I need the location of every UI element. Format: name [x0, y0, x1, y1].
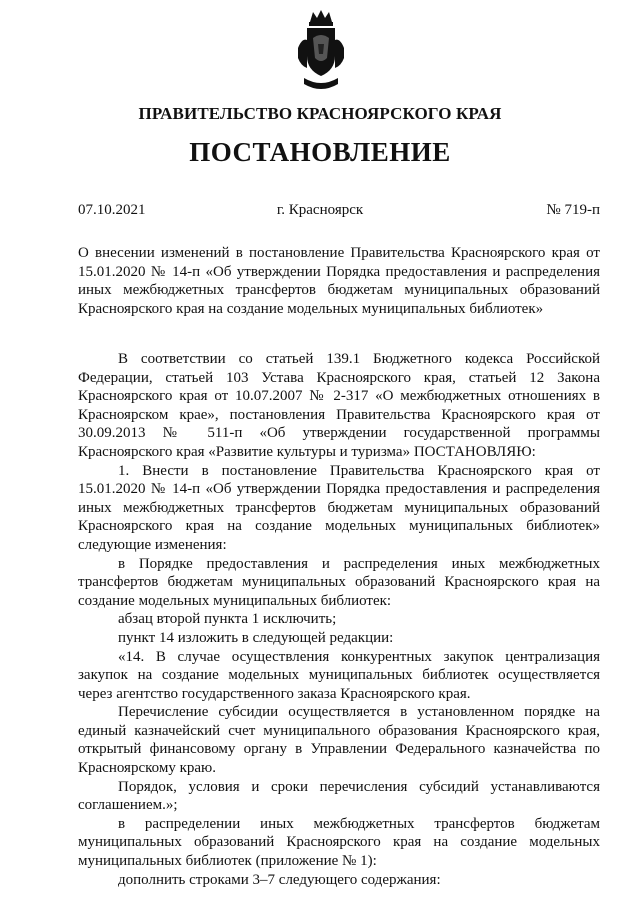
- paragraph: дополнить строками 3–7 следующего содержания:: [118, 871, 441, 888]
- paragraph: Перечисление субсидии осуществляется в установленном порядке на единый казначейский счет муниципального образования Красноярского края, открытый финансовому органу в Управлении Федерального казначейства по Красноярскому краю.: [78, 704, 600, 777]
- government-title: ПРАВИТЕЛЬСТВО КРАСНОЯРСКОГО КРАЯ: [138, 104, 502, 123]
- paragraph: в Порядке предоставления и распределения иных межбюджетных трансфертов бюджетам муниципальных образований Красноярского края на создание модельных муниципальных библиотек:: [78, 555, 600, 609]
- paragraph: абзац второй пункта 1 исключить;: [118, 611, 337, 628]
- paragraph: «14. В случае осуществления конкурентных закупок централизация закупок на создание модельных муниципальных библиотек осуществляется через агентство государственного заказа Красноярского края.: [78, 648, 600, 702]
- paragraph: 1. Внести в постановление Правительства Красноярского края от 15.01.2020 № 14-п «Об утверждении Порядка предоставления и распределения иных межбюджетных трансфертов бюджетам муниципальных образований Красноярского края на создание модельных муниципальных библиотек» следующие изменения:: [78, 462, 600, 553]
- document-number: № 719-п: [546, 202, 600, 218]
- paragraph: пункт 14 изложить в следующей редакции:: [118, 629, 394, 646]
- paragraph: в распределении иных межбюджетных трансфертов бюджетам муниципальных образований Красноярского края на создание модельных муниципальных библиотек (приложение № 1):: [78, 815, 600, 870]
- document-city: г. Красноярск: [276, 202, 364, 218]
- coat-of-arms-icon: [296, 8, 346, 98]
- paragraph: В соответствии со статьей 139.1 Бюджетного кодекса Российской Федерации, статьей 103 Устава Красноярского края, статьей 12 Закона Красноярского края от 10.07.2007 № 2-317 «О межбюджетных отношениях в Красноярском крае», постановления Правительства Красноярского края от 30.09.2013 № 511-п «Об утверждении государственной программы Красноярского края «Развитие культуры и туризма» ПОСТАНОВЛЯЮ:: [78, 351, 600, 460]
- document-subject: О внесении изменений в постановление Правительства Красноярского края от 15.01.2020 № 14-п «Об утверждении Порядка предоставления и распределения иных межбюджетных трансфертов бюджетам муниципальных образований Красноярского края на создание модельных муниципальных библиотек»: [78, 245, 600, 317]
- document-type-title: ПОСТАНОВЛЕНИЕ: [189, 137, 451, 167]
- paragraph: Порядок, условия и сроки перечисления субсидий устанавливаются соглашением.»;: [78, 778, 600, 814]
- document-body: [78, 350, 600, 889]
- document-date: 07.10.2021: [78, 202, 146, 218]
